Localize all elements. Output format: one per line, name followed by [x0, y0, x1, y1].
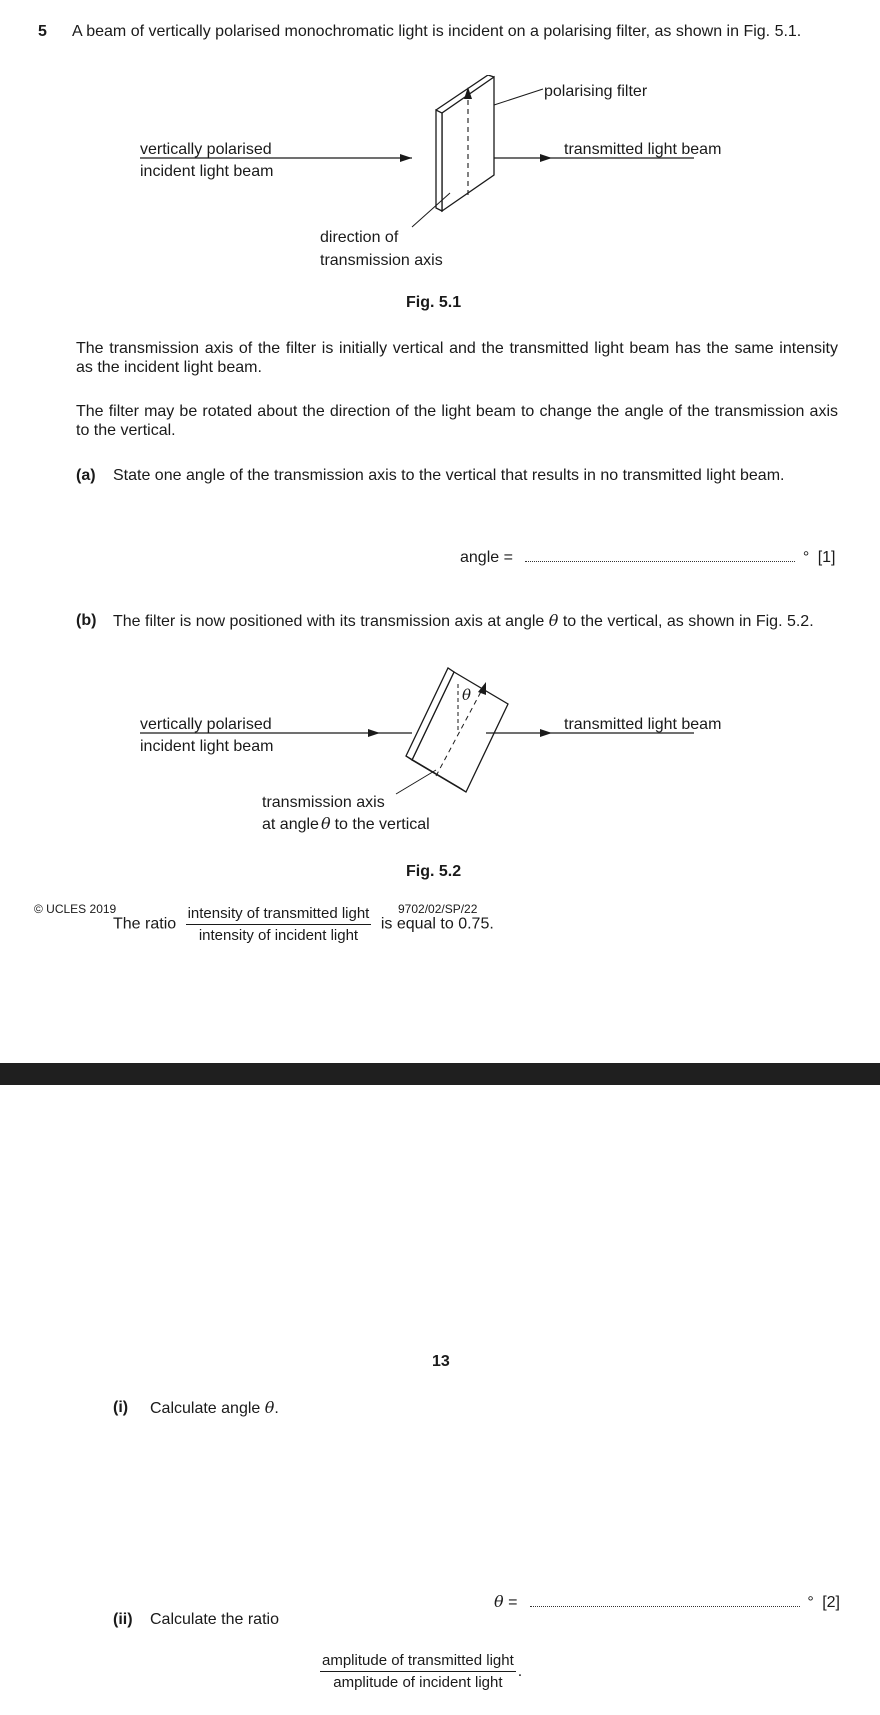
- transmitted-beam-arrow: [540, 729, 552, 737]
- part-ii-label: (ii): [113, 1611, 133, 1628]
- label-transmitted: transmitted light beam: [564, 141, 722, 158]
- label-axis-2: transmission axis: [320, 252, 443, 269]
- part-i-answer-line: [494, 1592, 840, 1612]
- question-intro: A beam of vertically polarised monochromatic light is incident on a polarising filter, as shown in Fig. 5.1.: [72, 23, 802, 40]
- part-a-answer-line: [460, 548, 836, 567]
- label-axis-2: at angle θ to the vertical: [262, 814, 430, 833]
- fig2-theta-label: θ: [462, 686, 472, 704]
- part-a-label: (a): [76, 467, 96, 484]
- part-i-marks: [2]: [822, 1594, 840, 1611]
- answer-theta-unit: °: [807, 1594, 814, 1611]
- amplitude-ratio: [320, 1652, 522, 1691]
- amplitude-numerator: amplitude of transmitted light: [320, 1652, 516, 1672]
- answer-theta-eq: =: [508, 1594, 518, 1611]
- label-incident-1: vertically polarised: [140, 716, 272, 733]
- part-b-label: (b): [76, 612, 97, 629]
- part-a-question: State one angle of the transmission axis to the vertical that results in no transmitted light beam.: [113, 467, 785, 484]
- figure-5-2: [0, 660, 880, 860]
- paragraph-initial-axis: The transmission axis of the filter is initially vertical and the transmitted light beam has the same intensity as the incident light beam.: [76, 340, 838, 376]
- question-number: 5: [38, 23, 47, 40]
- label-polarising-filter: polarising filter: [544, 83, 648, 100]
- part-b-question: The filter is now positioned with its transmission axis at angle θ to the vertical, as shown in Fig. 5.2.: [113, 611, 814, 630]
- amplitude-period: .: [517, 1662, 523, 1680]
- transmitted-beam-arrow: [540, 154, 552, 162]
- page-separator-bar: [0, 1063, 880, 1085]
- filter-leader-line: [494, 89, 543, 105]
- tilted-polarising-filter: [412, 672, 508, 792]
- intensity-ratio-fraction: [186, 905, 372, 944]
- label-incident-2: incident light beam: [140, 163, 274, 180]
- page-number: 13: [432, 1353, 450, 1370]
- paragraph-rotation: The filter may be rotated about the direction of the light beam to change the angle of the transmission axis to the vertical.: [76, 403, 838, 439]
- label-axis-1: transmission axis: [262, 794, 385, 811]
- part-ii-question: Calculate the ratio: [150, 1611, 279, 1628]
- fig-5-1-caption: Fig. 5.1: [406, 294, 462, 311]
- theta-symbol: θ: [548, 611, 559, 630]
- ratio-suffix: is equal to 0.75.: [380, 915, 494, 933]
- part-i-question: Calculate angle θ.: [150, 1398, 279, 1417]
- label-axis-1: direction of: [320, 229, 399, 246]
- answer-angle-unit: °: [802, 549, 810, 566]
- amplitude-ratio-fraction: [320, 1652, 516, 1691]
- amplitude-denominator: amplitude of incident light: [333, 1674, 503, 1691]
- filter-edge: [436, 110, 442, 211]
- label-incident-1: vertically polarised: [140, 141, 272, 158]
- label-incident-2: incident light beam: [140, 738, 274, 755]
- figure-5-1: [0, 75, 880, 315]
- ratio-denominator: intensity of incident light: [198, 927, 359, 944]
- ratio-prefix: The ratio: [113, 915, 177, 933]
- fig-5-2-caption: Fig. 5.2: [406, 863, 462, 880]
- answer-angle-field[interactable]: [525, 549, 795, 562]
- axis-leader-line: [396, 770, 436, 794]
- answer-theta-symbol: θ: [494, 1592, 504, 1611]
- footer-copyright: © UCLES 2019: [34, 902, 117, 916]
- incident-beam-arrow: [368, 729, 380, 737]
- part-a-marks: [1]: [817, 549, 836, 566]
- answer-theta-field[interactable]: [530, 1594, 800, 1607]
- part-i-label: (i): [113, 1399, 129, 1416]
- footer-code: 9702/02/SP/22: [398, 902, 478, 916]
- label-transmitted: transmitted light beam: [564, 716, 722, 733]
- answer-angle-label: angle =: [460, 549, 513, 566]
- incident-beam-arrow: [400, 154, 412, 162]
- ratio-numerator: intensity of transmitted light: [186, 905, 372, 925]
